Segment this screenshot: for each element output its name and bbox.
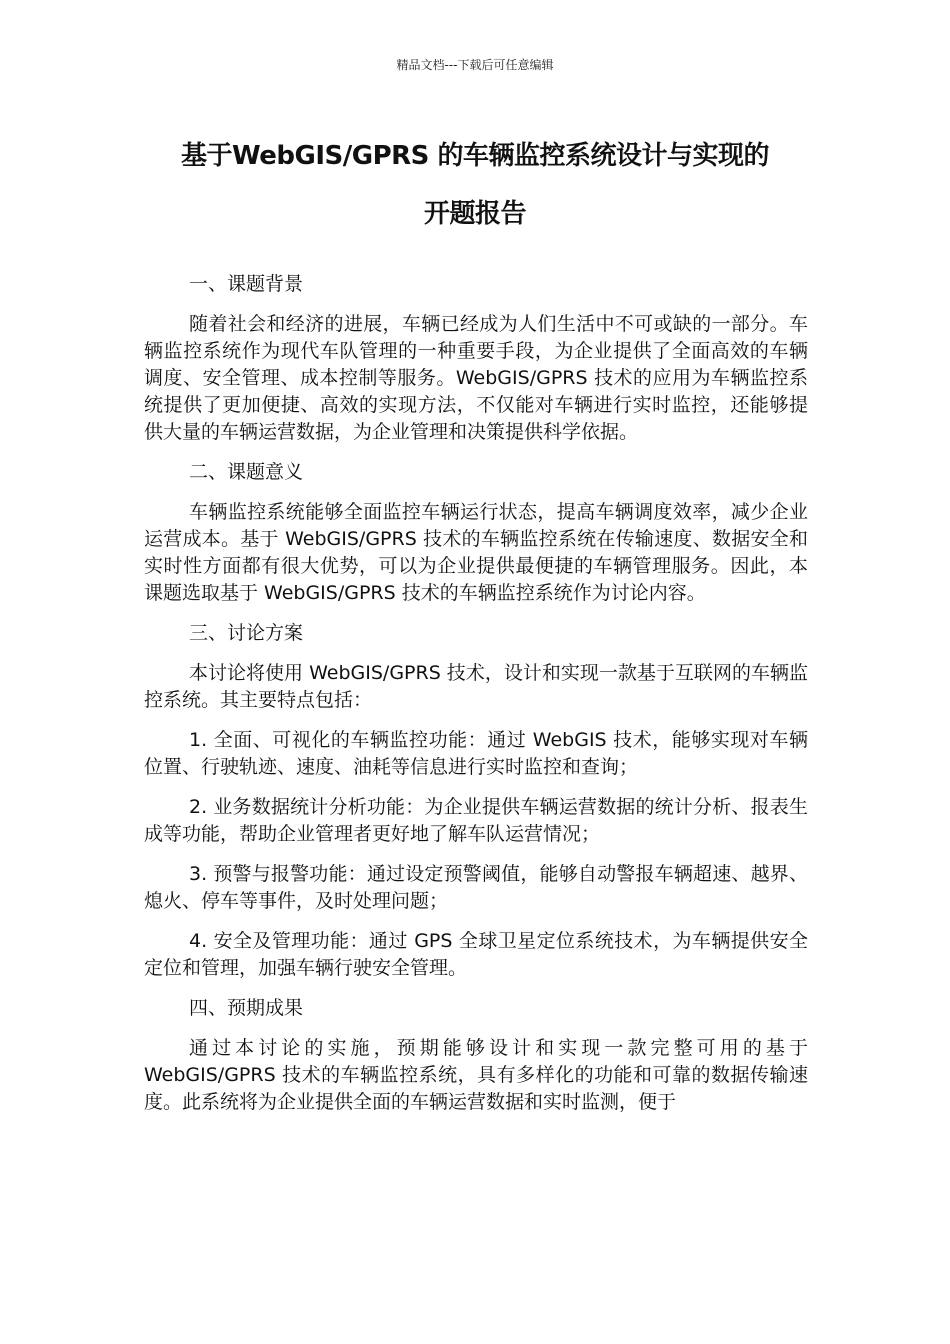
section-heading-outcome: 四、预期成果 xyxy=(189,997,304,1019)
page-header-note: 精品文档---下载后可任意编辑 xyxy=(396,58,554,72)
document-title-line-2: 开题报告 xyxy=(423,199,526,229)
section-text-plan: 本讨论将使用 WebGIS/GPRS 技术，设计和实现一款基于互联网的车辆监控系统。其主要特点包括： xyxy=(144,662,808,711)
section-text-outcome: 通过本讨论的实施，预期能够设计和实现一款完整可用的基于 WebGIS/GPRS 技术的车辆监控系统，具有多样化的功能和可靠的数据传输速度。此系统将为企业提供全面的车辆运营数据和实时监测，便于 xyxy=(144,1037,808,1113)
section-heading-background: 一、课题背景 xyxy=(189,273,304,295)
plan-list-item: 4. 安全及管理功能：通过 GPS 全球卫星定位系统技术，为车辆提供安全定位和管理，加强车辆行驶安全管理。 xyxy=(144,930,808,979)
section-text-significance: 车辆监控系统能够全面监控车辆运行状态，提高车辆调度效率，减少企业运营成本。基于 WebGIS/GPRS 技术的车辆监控系统在传输速度、数据安全和实时性方面都有很大优势，可以为企业提供最便捷的车辆管理服务。因此，本课题选取基于 WebGIS/GPRS 技术的车辆监控系统作为讨论内容。 xyxy=(144,501,808,604)
document-body xyxy=(144,271,808,1116)
section-heading-plan: 三、讨论方案 xyxy=(189,622,304,644)
plan-list-item: 1. 全面、可视化的车辆监控功能：通过 WebGIS 技术，能够实现对车辆位置、行驶轨迹、速度、油耗等信息进行实时监控和查询； xyxy=(144,729,808,778)
plan-list-item: 2. 业务数据统计分析功能：为企业提供车辆运营数据的统计分析、报表生成等功能，帮助企业管理者更好地了解车队运营情况； xyxy=(144,796,808,845)
document-title-line-1: 基于WebGIS/GPRS 的车辆监控系统设计与实现的 xyxy=(181,141,769,171)
section-text-background: 随着社会和经济的进展，车辆已经成为人们生活中不可或缺的一部分。车辆监控系统作为现代车队管理的一种重要手段，为企业提供了全面高效的车辆调度、安全管理、成本控制等服务。WebGIS/GPRS 技术的应用为车辆监控系统提供了更加便捷、高效的实现方法，不仅能对车辆进行实时监控，还能够提供大量的车辆运营数据，为企业管理和决策提供科学依据。 xyxy=(144,313,808,443)
plan-list-item: 3. 预警与报警功能：通过设定预警阈值，能够自动警报车辆超速、越界、熄火、停车等事件，及时处理问题； xyxy=(144,863,808,912)
section-heading-significance: 二、课题意义 xyxy=(189,461,304,483)
